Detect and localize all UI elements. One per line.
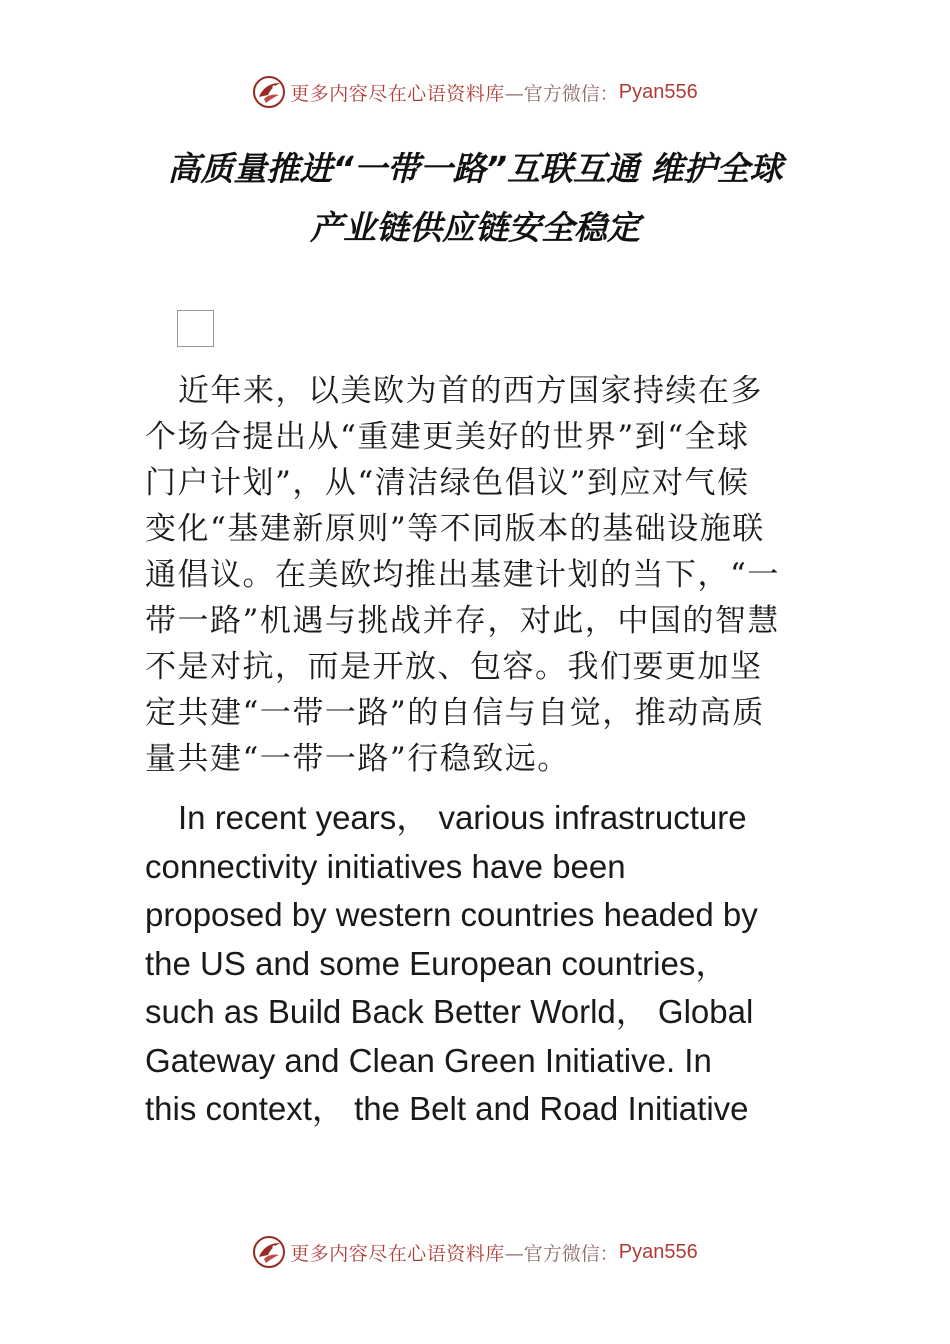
chinese-line: 定共建“一带一路”的自信与自觉，推动高质 <box>145 695 765 731</box>
image-placeholder <box>177 310 214 347</box>
chinese-line: 个场合提出从“重建更美好的世界”到“全球 <box>145 419 750 455</box>
english-line: the US and some European countries， <box>145 944 729 982</box>
footer-banner <box>0 1232 950 1272</box>
chinese-line: 近年来，以美欧为首的西方国家持续在多 <box>178 373 763 409</box>
english-line: Gateway and Clean Green Initiative. In <box>145 1041 712 1079</box>
banner-wechat-handle: Pyan556 <box>618 1240 698 1263</box>
article-title-line-2: 产业链供应链安全稳定 <box>310 208 640 247</box>
banner-label: 更多内容尽在心语资料库 <box>290 1242 505 1265</box>
header-banner <box>0 72 950 112</box>
english-line: proposed by western countries headed by <box>145 896 758 933</box>
banner-contact-prefix: —官方微信： <box>504 1242 619 1265</box>
banner-contact-prefix: —官方微信： <box>504 82 619 105</box>
banner-label: 更多内容尽在心语资料库 <box>290 82 505 105</box>
chinese-line: 不是对抗，而是开放、包容。我们要更加坚 <box>145 649 763 685</box>
chinese-paragraph <box>145 368 815 782</box>
article-title-line-1: 高质量推进“一带一路”互联互通 维护全球 <box>167 149 783 188</box>
english-paragraph <box>145 794 825 1134</box>
chinese-line: 量共建“一带一路”行稳致远。 <box>145 741 570 777</box>
bird-seal-logo-icon <box>252 1235 286 1269</box>
english-line: In recent years， various infrastructure <box>178 799 747 836</box>
chinese-line: 通倡议。在美欧均推出基建计划的当下，“一 <box>145 557 780 593</box>
english-line: such as Build Back Better World， Global <box>145 993 754 1030</box>
banner-wechat-handle: Pyan556 <box>618 80 698 103</box>
chinese-line: 带一路”机遇与挑战并存，对此，中国的智慧 <box>145 603 780 639</box>
chinese-line: 变化“基建新原则”等不同版本的基础设施联 <box>145 511 765 547</box>
bird-seal-logo-icon <box>252 75 286 109</box>
english-line: this context， the Belt and Road Initiative <box>145 1090 749 1127</box>
english-line: connectivity initiatives have been <box>145 847 626 885</box>
chinese-line: 门户计划”，从“清洁绿色倡议”到应对气候 <box>145 465 750 501</box>
